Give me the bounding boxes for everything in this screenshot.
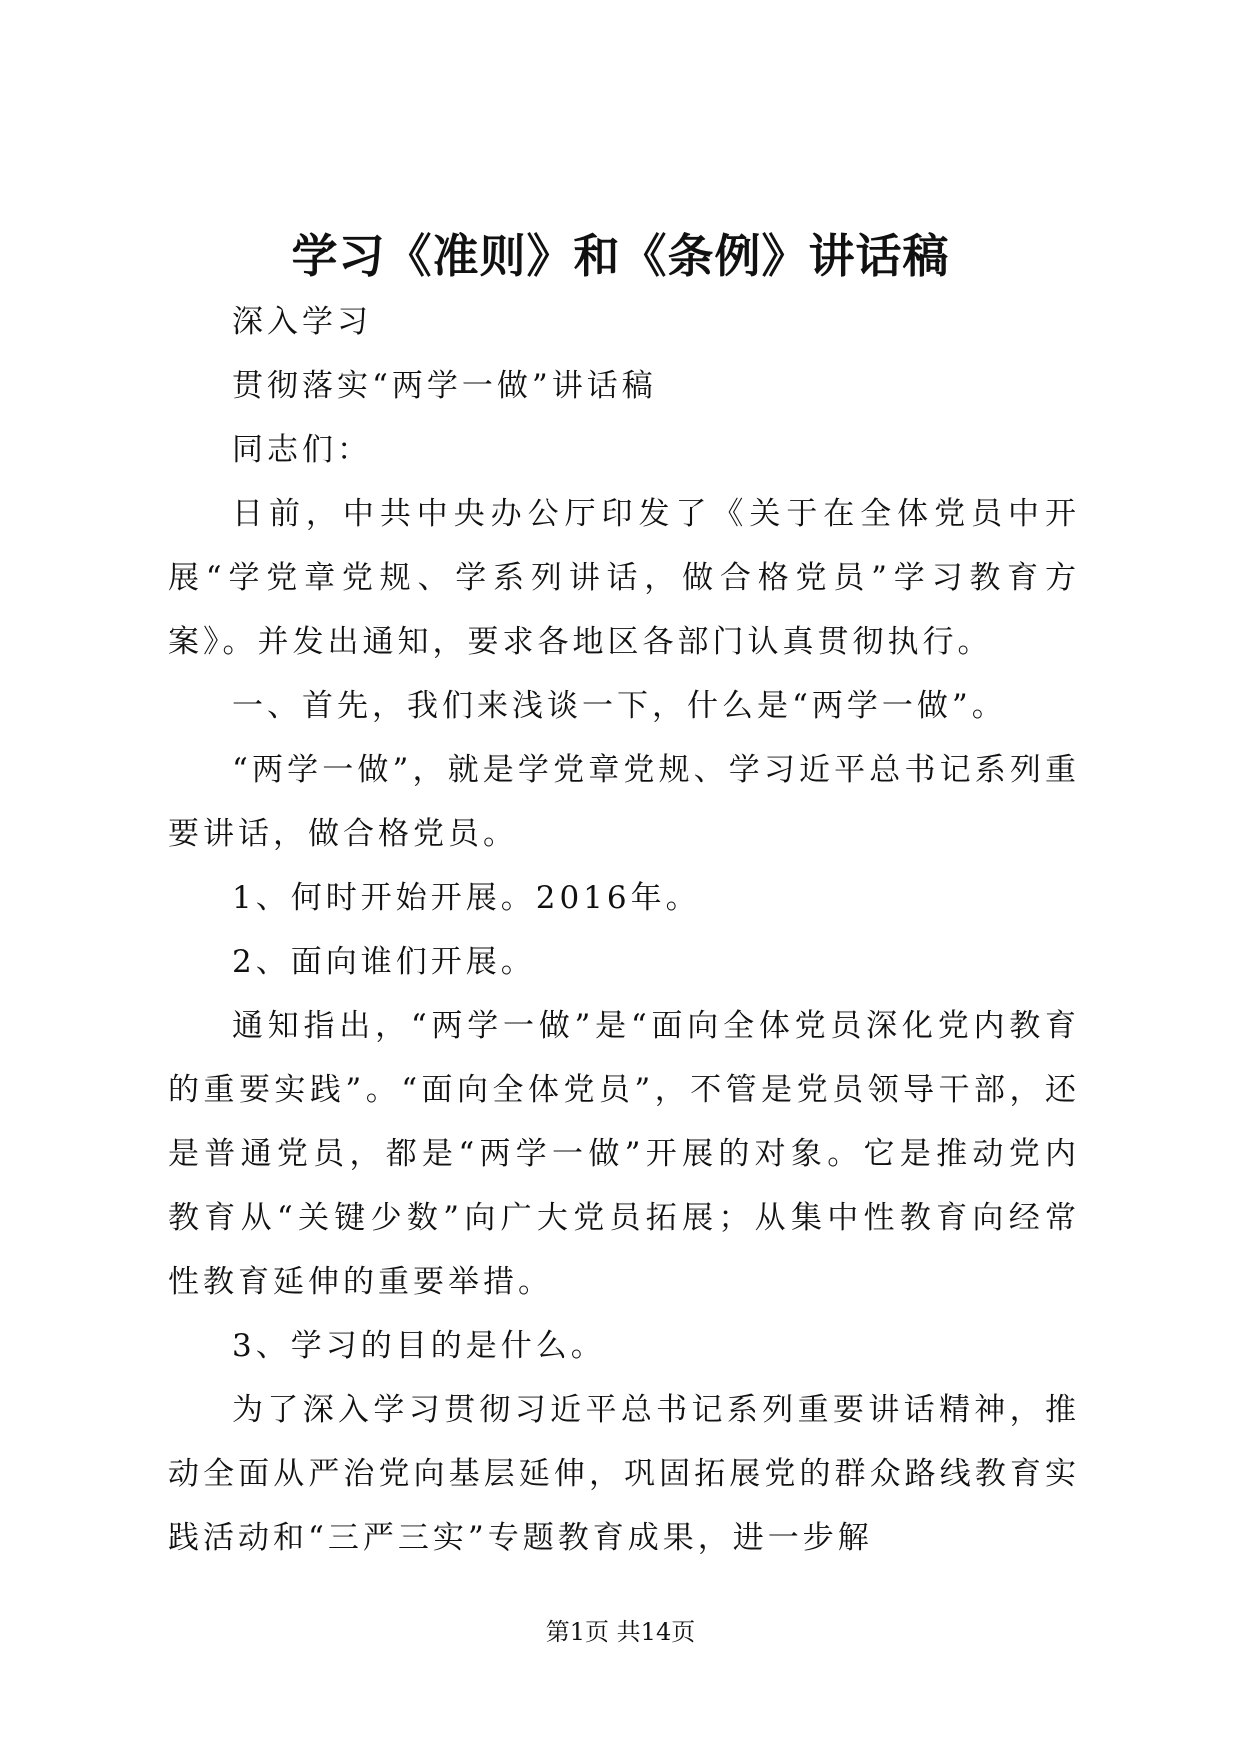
paragraph: 日前，中共中央办公厅印发了《关于在全体党员中开展“学党章党规、学系列讲话，做合格党员”学习教育方案》。并发出通知，要求各地区各部门认真贯彻执行。 <box>168 496 1080 660</box>
document-title: 学习《准则》和《条例》讲话稿 <box>291 229 950 283</box>
paragraph: 贯彻落实“两学一做”讲话稿 <box>232 368 657 404</box>
paragraph: 一、首先，我们来浅谈一下，什么是“两学一做”。 <box>232 688 1007 724</box>
paragraph: 通知指出，“两学一做”是“面向全体党员深化党内教育的重要实践”。“面向全体党员”，不管是党员领导干部，还是普通党员，都是“两学一做”开展的对象。它是推动党内教育从“关键少数”向广大党员拓展；从集中性教育向经常性教育延伸的重要举措。 <box>168 1008 1080 1300</box>
paragraph: 同志们： <box>232 432 372 468</box>
document-body <box>168 290 1080 1570</box>
paragraph: “两学一做”，就是学党章党规、学习近平总书记系列重要讲话，做合格党员。 <box>168 752 1080 852</box>
paragraph: 为了深入学习贯彻习近平总书记系列重要讲话精神，推动全面从严治党向基层延伸，巩固拓展党的群众路线教育实践活动和“三严三实”专题教育成果，进一步解 <box>168 1392 1080 1556</box>
page-footer: 第1页 共14页 <box>545 1618 696 1646</box>
paragraph: 1、何时开始开展。2016年。 <box>232 880 701 916</box>
paragraph: 3、学习的目的是什么。 <box>232 1328 606 1364</box>
paragraph: 2、面向谁们开展。 <box>232 944 536 980</box>
paragraph: 深入学习 <box>232 304 372 340</box>
